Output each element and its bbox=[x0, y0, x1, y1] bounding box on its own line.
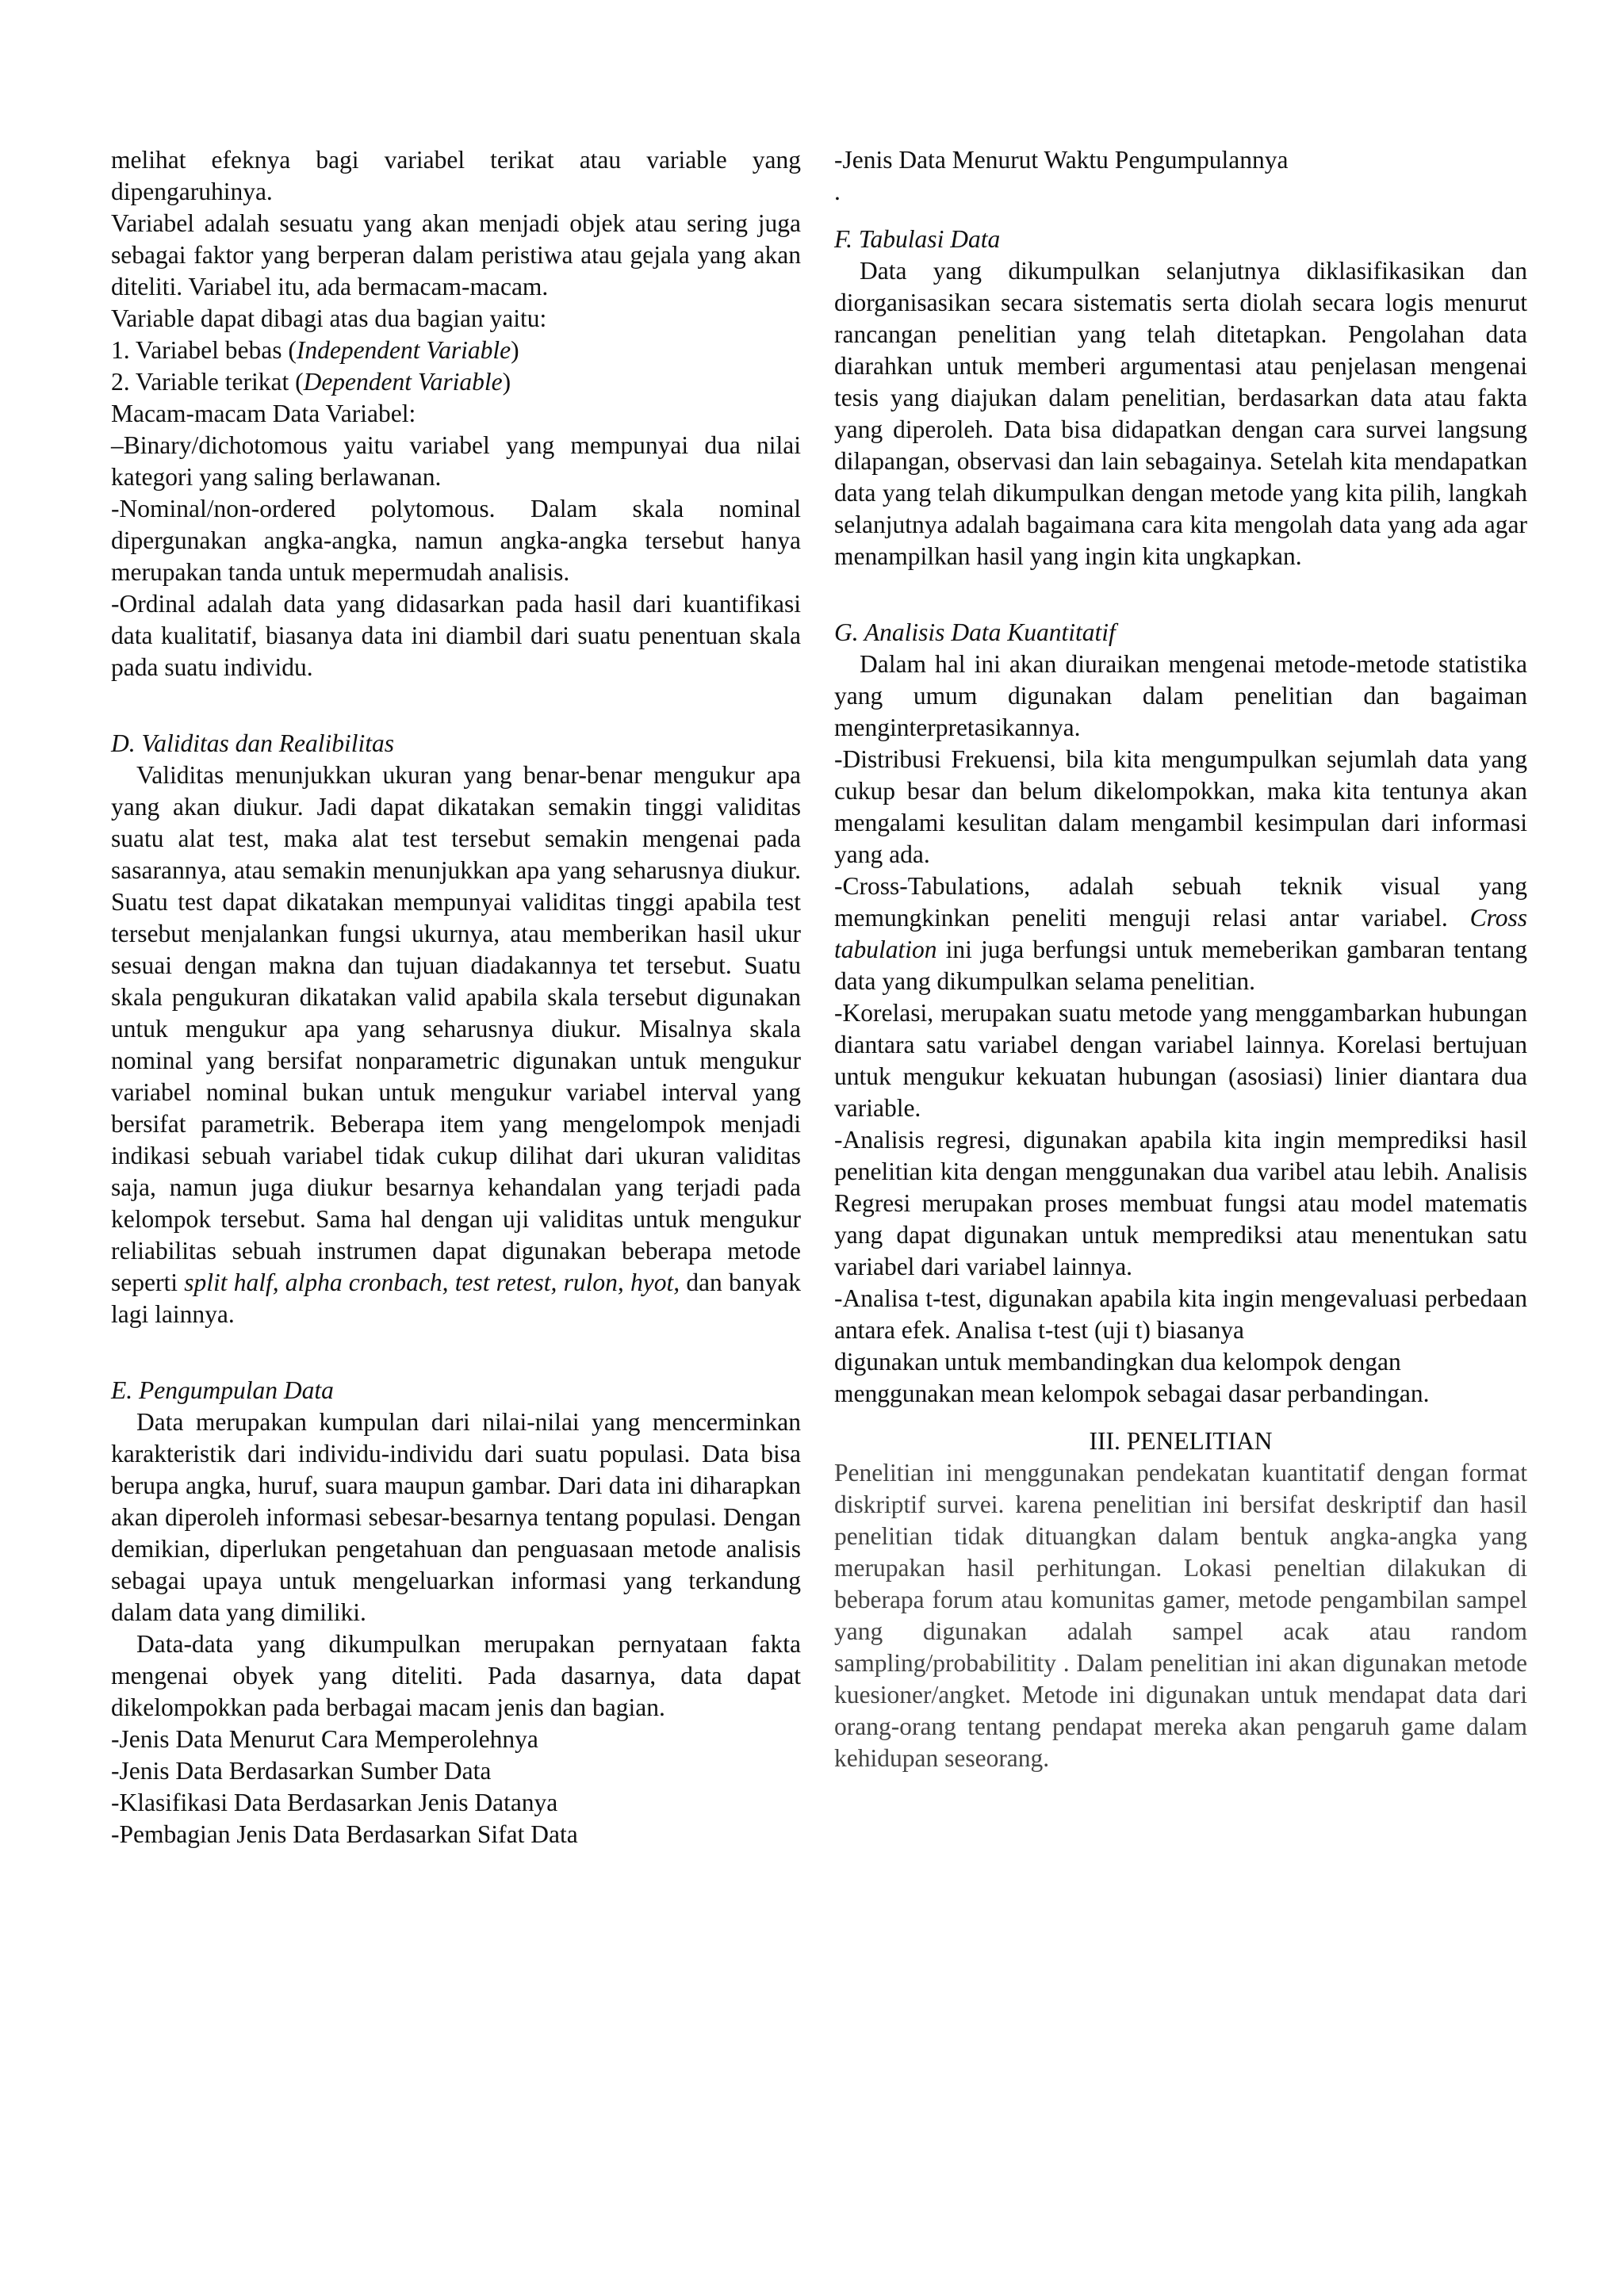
section-e-paragraph-1: Data merupakan kumpulan dari nilai-nilai yang mencerminkan karakteristik dari individu-individu dari suatu populasi. Data bisa berupa angka, huruf, suara maupun gambar. Dari data ini diharapkan akan diperoleh informasi sebesar-besarnya tentang populasi. Dengan demikian, diperlukan pengetahuan dan penguasaan metode analisis sebagai upaya untuk mengeluarkan informasi yang terkandung dalam data yang dimiliki. bbox=[111, 1408, 801, 1626]
variable-item-2 bbox=[111, 366, 801, 398]
spacer bbox=[111, 1330, 801, 1375]
spacer bbox=[834, 572, 1527, 617]
section-e-paragraph-2: Data-data yang dikumpulkan merupakan pernyataan fakta mengenai obyek yang diteliti. Pada dasarnya, data dapat dikelompokkan pada berbagai macam jenis dan bagian. bbox=[111, 1630, 801, 1721]
cross-tab-text-a: -Cross-Tabulations, adalah sebuah teknik visual yang memungkinkan peneliti menguji relasi antar variabel. bbox=[834, 872, 1527, 932]
ttest-paragraph: -Analisa t-test, digunakan apabila kita ingin mengevaluasi perbedaan antara efek. Analisa t-test (uji t) biasanya bbox=[834, 1284, 1527, 1344]
section-e-title: E. Pengumpulan Data bbox=[111, 1376, 334, 1404]
binary-paragraph: –Binary/dichotomous yaitu variabel yang mempunyai dua nilai kategori yang saling berlawanan. bbox=[111, 431, 801, 491]
ttest-line-2: digunakan untuk membandingkan dua kelompok dengan bbox=[834, 1348, 1401, 1376]
ordinal-paragraph: -Ordinal adalah data yang didasarkan pada hasil dari kuantifikasi data kualitatif, biasanya data ini diambil dari suatu penentuan skala pada suatu individu. bbox=[111, 590, 801, 681]
section-g-intro: Dalam hal ini akan diuraikan mengenai metode-metode statistika yang umum digunakan dalam penelitian dan bagaiman menginterpretasikannya. bbox=[834, 650, 1527, 741]
data-variable-heading: Macam-macam Data Variabel: bbox=[111, 400, 416, 427]
left-column bbox=[111, 144, 801, 1850]
variable-definition: Variabel adalah sesuatu yang akan menjadi objek atau sering juga sebagai faktor yang berperan dalam peristiwa atau gejala yang akan diteliti. Variabel itu, ada bermacam-macam. bbox=[111, 209, 801, 300]
spacer bbox=[111, 683, 801, 728]
variable-item-1-suffix: ) bbox=[511, 336, 519, 364]
ttest-line-3: menggunakan mean kelompok sebagai dasar perbandingan. bbox=[834, 1380, 1430, 1407]
data-type-item: -Klasifikasi Data Berdasarkan Jenis Datanya bbox=[111, 1789, 558, 1816]
distribusi-paragraph: -Distribusi Frekuensi, bila kita mengumpulkan sejumlah data yang cukup besar dan belum dikelompokkan, maka kita tentunya akan mengalami kesulitan dalam mengambil kesimpulan dari informasi yang ada. bbox=[834, 745, 1527, 868]
spacer bbox=[834, 208, 1527, 224]
korelasi-paragraph: -Korelasi, merupakan suatu metode yang menggambarkan hubungan diantara satu variabel dengan variabel lainnya. Korelasi bertujuan untuk mengukur kekuatan hubungan (asosiasi) linier diantara dua variable. bbox=[834, 999, 1527, 1122]
section-g-title: G. Analisis Data Kuantitatif bbox=[834, 618, 1116, 646]
stray-dot: . bbox=[834, 178, 841, 205]
variable-item-1-prefix: 1. Variabel bebas ( bbox=[111, 336, 297, 364]
section-3-title: III. PENELITIAN bbox=[1089, 1427, 1273, 1455]
variable-item-1 bbox=[111, 335, 801, 366]
section-d-text: Validitas menunjukkan ukuran yang benar-benar mengukur apa yang akan diukur. Jadi dapat dikatakan semakin tinggi validitas suatu alat test, maka alat test tersebut semakin mengenai pada sasarannya, atau semakin menunjukkan apa yang seharusnya diukur. Suatu test dapat dikatakan mempunyai validitas tinggi apabila test tersebut menjalankan fungsi ukurnya, atau memberikan hasil ukur sesuai dengan makna dan tujuan diadakannya tet tersebut. Suatu skala pengukuran dikatakan valid apabila skala tersebut digunakan untuk mengukur apa yang seharusnya diukur. Misalnya skala nominal yang bersifat nonparametric digunakan untuk mengukur variabel nominal bukan untuk mengukur variabel interval yang bersifat parametrik. Beberapa item yang mengelompok menjadi indikasi sebuah variabel tidak cukup dilihat dari ukuran validitas saja, namun juga diukur besarnya kehandalan yang terjadi pada kelompok tersebut. Sama hal dengan uji validitas untuk mengukur reliabilitas sebuah instrumen dapat digunakan beberapa metode seperti bbox=[111, 761, 801, 1296]
section-f-title: F. Tabulasi Data bbox=[834, 225, 1001, 253]
variable-item-1-term: Independent Variable bbox=[296, 336, 511, 364]
right-column bbox=[834, 144, 1527, 1774]
variable-item-2-suffix: ) bbox=[502, 368, 511, 396]
cross-tab-term: Cross tabulation bbox=[834, 904, 1527, 963]
section-3-body: Penelitian ini menggunakan pendekatan kuantitatif dengan format diskriptif survei. karena penelitian ini bersifat deskriptif dan hasil penelitian tidak dituangkan dalam bentuk angka-angka yang merupakan hasil perhitungan. Lokasi peneltian dilakukan di beberapa forum atau komunitas gamer, metode pengambilan sampel yang digunakan adalah sampel acak atau random sampling/probabilitity . Dalam penelitian ini akan digunakan metode kuesioner/angket. Metode ini digunakan untuk mendapat data dari orang-orang tentang pendapat mereka akan pengaruh game dalam kehidupan seseorang. bbox=[834, 1459, 1527, 1772]
section-d-body bbox=[111, 760, 801, 1330]
regresi-paragraph: -Analisis regresi, digunakan apabila kita ingin memprediksi hasil penelitian kita dengan menggunakan dua varibel atau lebih. Analisis Regresi merupakan proses membuat fungsi atau model matematis yang dapat digunakan untuk memprediksi atau menentukan satu variabel dari variabel lainnya. bbox=[834, 1126, 1527, 1280]
data-type-item: -Jenis Data Menurut Cara Memperolehnya bbox=[111, 1725, 538, 1753]
variable-item-2-prefix: 2. Variable terikat ( bbox=[111, 368, 304, 396]
variable-division: Variable dapat dibagi atas dua bagian yaitu: bbox=[111, 304, 547, 332]
data-type-item: -Jenis Data Menurut Waktu Pengumpulannya bbox=[834, 146, 1289, 174]
section-d-title: D. Validitas dan Realibilitas bbox=[111, 729, 395, 757]
section-d-end: dan banyak lagi lainnya. bbox=[111, 1269, 802, 1328]
cross-tab-text-b: ini juga berfungsi untuk memeberikan gambaran tentang data yang dikumpulkan selama penelitian. bbox=[834, 936, 1527, 995]
section-d-methods: split half, alpha cronbach, test retest, rulon, hyot, bbox=[184, 1269, 680, 1296]
section-f-body: Data yang dikumpulkan selanjutnya diklasifikasikan dan diorganisasikan secara sistematis serta diolah secara logis menurut rancangan penelitian yang telah ditetapkan. Pengolahan data diarahkan untuk memberi argumentasi atau penjelasan mengenai tesis yang diajukan dalam penelitian, berdasarkan data atau fakta yang diperoleh. Data bisa didapatkan dengan cara survei langsung dilapangan, observasi dan lain sebagainya. Setelah kita mendapatkan data yang telah dikumpulkan dengan metode yang kita pilih, langkah selanjutnya adalah bagaimana cara kita mengolah data yang ada agar menampilkan hasil yang ingin kita ungkapkan. bbox=[834, 257, 1527, 570]
variable-item-2-term: Dependent Variable bbox=[303, 368, 503, 396]
nominal-paragraph: -Nominal/non-ordered polytomous. Dalam skala nominal dipergunakan angka-angka, namun angka-angka tersebut hanya merupakan tanda untuk mepermudah analisis. bbox=[111, 495, 801, 586]
intro-continuation: melihat efeknya bagi variabel terikat atau variable yang dipengaruhinya. bbox=[111, 146, 801, 205]
cross-tab-paragraph bbox=[834, 871, 1527, 997]
data-type-item: -Jenis Data Berdasarkan Sumber Data bbox=[111, 1757, 492, 1785]
data-type-item: -Pembagian Jenis Data Berdasarkan Sifat Data bbox=[111, 1820, 578, 1848]
spacer bbox=[834, 1410, 1527, 1425]
